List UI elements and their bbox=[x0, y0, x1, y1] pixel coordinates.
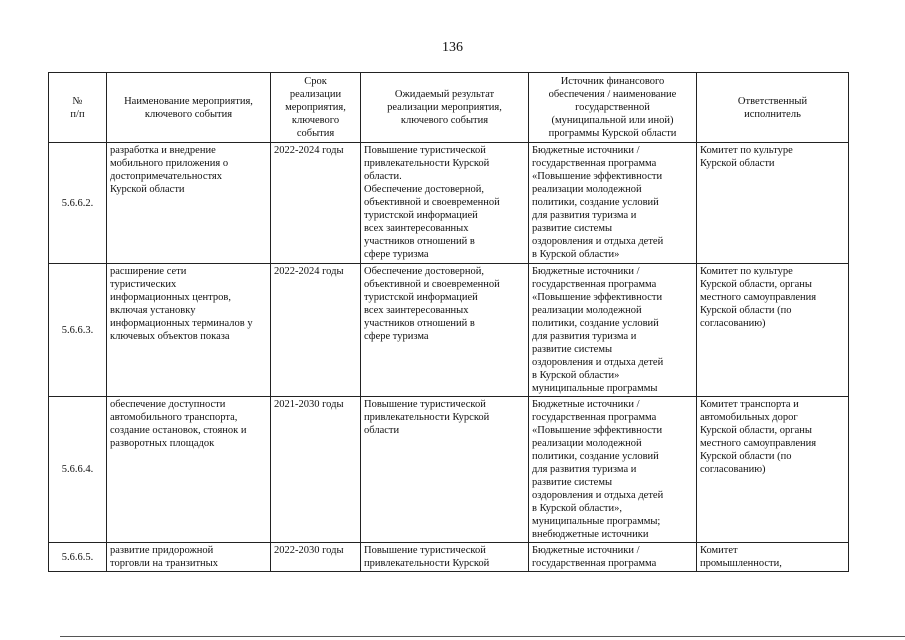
table-row bbox=[49, 264, 849, 397]
row-source: Бюджетные источники / государственная программа «Повышение эффективности реализации молодежной политики, создание условий для развития туризма и развитие системы оздоровления и отдыха детей в Курской области», муниципальные программы; внебюджетные источники bbox=[529, 397, 697, 543]
header-period: Срок реализации мероприятия, ключевого события bbox=[271, 73, 361, 143]
row-number: 5.6.6.5. bbox=[49, 543, 107, 572]
header-executor: Ответственный исполнитель bbox=[697, 73, 849, 143]
header-source: Источник финансового обеспечения / наименование государственной (муниципальной или иной) программы Курской области bbox=[529, 73, 697, 143]
row-period: 2022-2024 годы bbox=[271, 264, 361, 397]
row-period: 2021-2030 годы bbox=[271, 397, 361, 543]
row-period: 2022-2030 годы bbox=[271, 543, 361, 572]
page-edge-line bbox=[60, 636, 905, 637]
table-row bbox=[49, 397, 849, 543]
row-name: разработка и внедрение мобильного приложения о достопримечательностях Курской области bbox=[107, 143, 271, 264]
row-period: 2022-2024 годы bbox=[271, 143, 361, 264]
row-source: Бюджетные источники / государственная программа «Повышение эффективности реализации молодежной политики, создание условий для развития туризма и развитие системы оздоровления и отдыха детей в Курской области» муниципальные программы bbox=[529, 264, 697, 397]
row-result: Повышение туристической привлекательности Курской области bbox=[361, 397, 529, 543]
row-name: расширение сети туристических информационных центров, включая установку информационных терминалов у ключевых объектов показа bbox=[107, 264, 271, 397]
header-result: Ожидаемый результат реализации мероприятия, ключевого события bbox=[361, 73, 529, 143]
row-result: Повышение туристической привлекательности Курской bbox=[361, 543, 529, 572]
table-row bbox=[49, 543, 849, 572]
row-name: обеспечение доступности автомобильного транспорта, создание остановок, стоянок и разворотных площадок bbox=[107, 397, 271, 543]
page-number: 136 bbox=[442, 40, 463, 55]
table-header-row bbox=[49, 73, 849, 143]
table-row bbox=[49, 143, 849, 264]
row-executor: Комитет по культуре Курской области, органы местного самоуправления Курской области (по согласованию) bbox=[697, 264, 849, 397]
row-result: Повышение туристической привлекательности Курской области. Обеспечение достоверной, объективной и своевременной туристской информацией всех заинтересованных участников отношений в сфере туризма bbox=[361, 143, 529, 264]
row-number: 5.6.6.3. bbox=[49, 264, 107, 397]
row-name: развитие придорожной торговли на транзитных bbox=[107, 543, 271, 572]
row-executor: Комитет по культуре Курской области bbox=[697, 143, 849, 264]
row-executor: Комитет транспорта и автомобильных дорог Курской области, органы местного самоуправления Курской области (по согласованию) bbox=[697, 397, 849, 543]
measures-table bbox=[48, 72, 849, 572]
row-number: 5.6.6.4. bbox=[49, 397, 107, 543]
row-number: 5.6.6.2. bbox=[49, 143, 107, 264]
row-source: Бюджетные источники / государственная программа bbox=[529, 543, 697, 572]
header-name: Наименование мероприятия, ключевого события bbox=[107, 73, 271, 143]
row-result: Обеспечение достоверной, объективной и своевременной туристской информацией всех заинтересованных участников отношений в сфере туризма bbox=[361, 264, 529, 397]
row-source: Бюджетные источники / государственная программа «Повышение эффективности реализации молодежной политики, создание условий для развития туризма и развитие системы оздоровления и отдыха детей в Курской области» bbox=[529, 143, 697, 264]
row-executor: Комитет промышленности, bbox=[697, 543, 849, 572]
header-num: № п/п bbox=[49, 73, 107, 143]
